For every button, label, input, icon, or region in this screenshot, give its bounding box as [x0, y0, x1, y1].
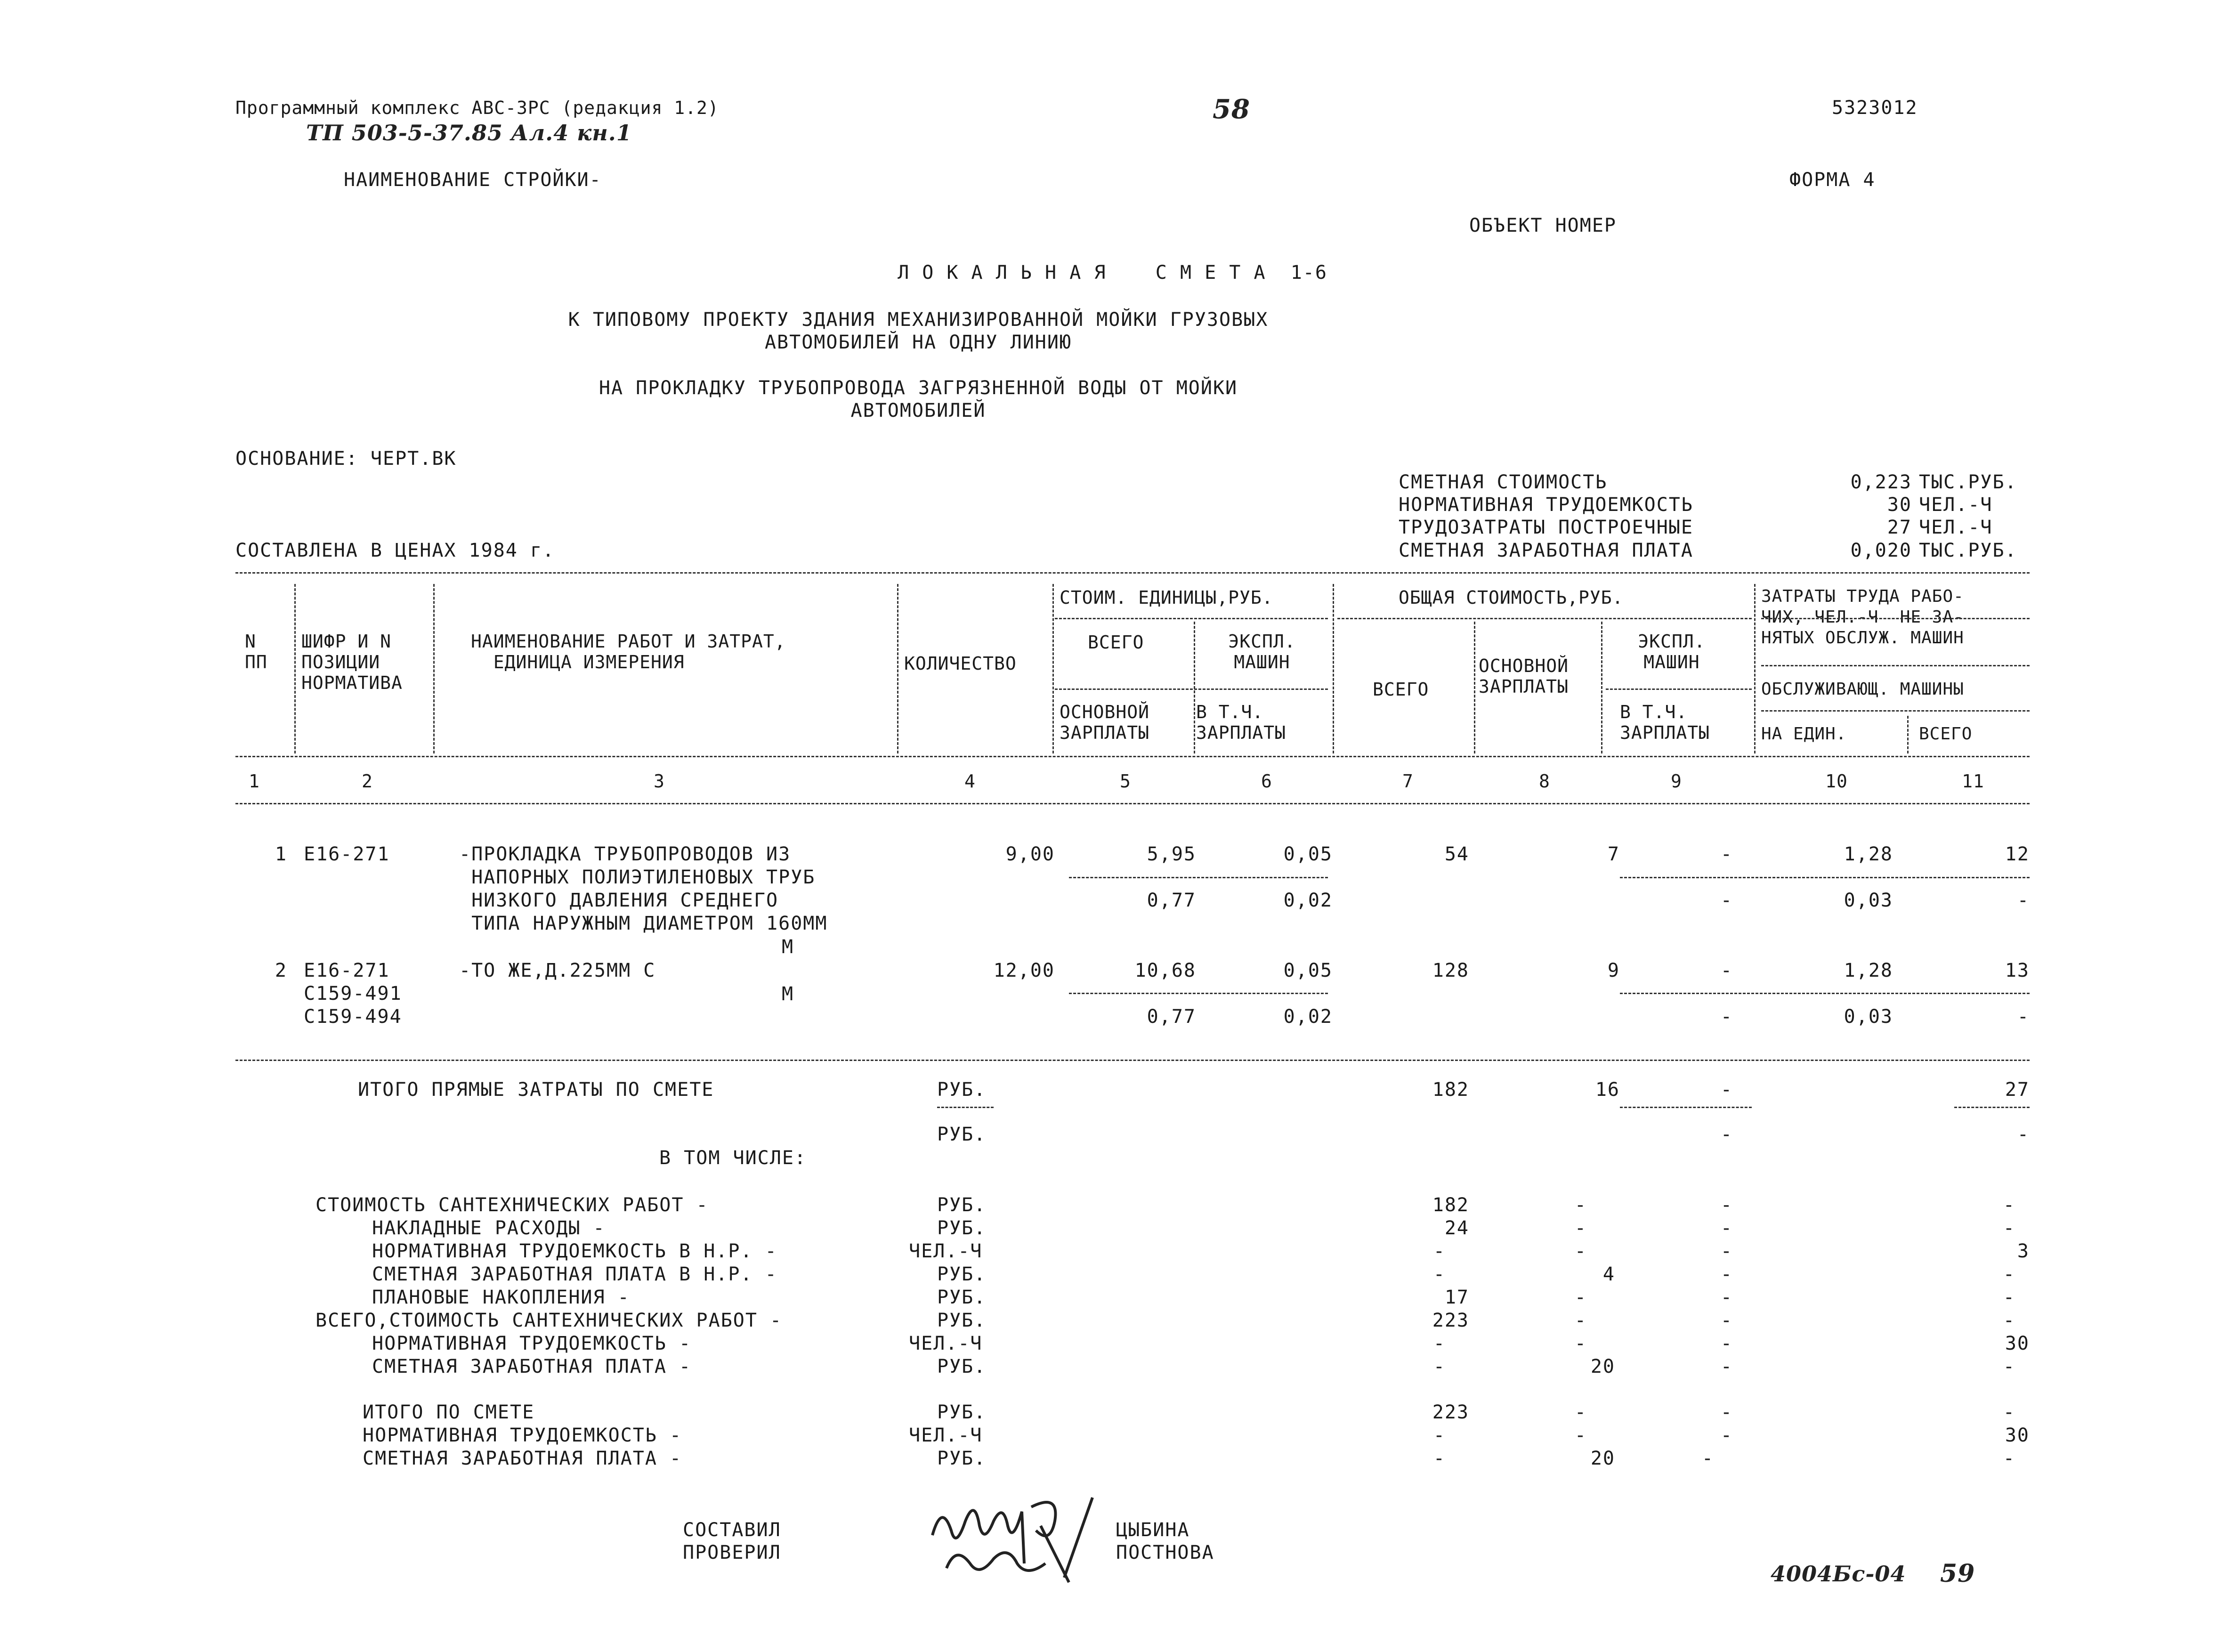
checked-name: ПОСТНОВА [1116, 1542, 1214, 1563]
body-bottom-rule [235, 1060, 2030, 1061]
direct-c11b: - [2017, 1124, 2030, 1145]
final-label: ИТОГО ПО СМЕТЕ [363, 1401, 535, 1423]
final-c8: - [1574, 1425, 1587, 1446]
header-col-4: КОЛИЧЕСТВО [904, 653, 1017, 674]
header-unit-basic-wage: ОСНОВНОЙ ЗАРПЛАТЫ [1060, 702, 1150, 743]
summary-label: СМЕТНАЯ ЗАРАБОТНАЯ ПЛАТА [1399, 540, 1693, 561]
item-c8: 4 [1602, 1263, 1615, 1285]
item-c7: 24 [1444, 1217, 1469, 1239]
row-number: 2 [275, 960, 287, 981]
summary-value: 30 [1887, 494, 1912, 516]
item-c8: - [1574, 1240, 1587, 1262]
archive-stamp: 4004Бс-04 [1771, 1561, 1906, 1587]
row-c6b: 0,02 [1283, 1006, 1333, 1028]
c9-rule [1620, 1107, 1752, 1108]
unit-rule [937, 1107, 994, 1108]
summary-value: 0,020 [1850, 540, 1912, 561]
compiled-label: СОСТАВИЛ [683, 1519, 781, 1541]
basis-label: ОСНОВАНИЕ: ЧЕРТ.ВК [235, 448, 457, 470]
table-top-rule [235, 572, 2030, 574]
header-total-basic-wage: ОСНОВНОЙ ЗАРПЛАТЫ [1479, 656, 1569, 697]
row-qty: 9,00 [1005, 843, 1055, 865]
compiled-name: ЦЫБИНА [1116, 1519, 1190, 1541]
final-label: СМЕТНАЯ ЗАРАБОТНАЯ ПЛАТА - [363, 1448, 682, 1469]
col-separator [433, 584, 435, 753]
row-number: 1 [275, 843, 287, 865]
col-separator [1601, 622, 1602, 753]
item-c9: - [1720, 1287, 1733, 1308]
row-c11: 12 [2005, 843, 2030, 865]
item-c9: - [1720, 1310, 1733, 1331]
row-c8: 9 [1607, 960, 1620, 981]
item-c9: - [1720, 1194, 1733, 1216]
item-c11: - [2003, 1287, 2015, 1308]
item-c7: 223 [1432, 1310, 1469, 1331]
row-c9: - [1720, 960, 1733, 981]
col-separator [1194, 622, 1195, 753]
row-c9b: - [1720, 1006, 1733, 1028]
item-unit: РУБ. [937, 1310, 987, 1331]
item-c7: - [1433, 1356, 1446, 1377]
header-unit-total: ВСЕГО [1088, 632, 1144, 653]
summary-label: НОРМАТИВНАЯ ТРУДОЕМКОСТЬ [1399, 494, 1693, 516]
header-unit-cost: СТОИМ. ЕДИНИЦЫ,РУБ. [1060, 587, 1273, 608]
item-c11: - [2003, 1194, 2015, 1216]
direct-label: ИТОГО ПРЯМЫЕ ЗАТРАТЫ ПО СМЕТЕ [358, 1079, 714, 1101]
direct-unit-2: РУБ. [937, 1124, 987, 1145]
col-number: 1 [249, 771, 260, 792]
item-unit: РУБ. [937, 1287, 987, 1308]
final-label: НОРМАТИВНАЯ ТРУДОЕМКОСТЬ - [363, 1425, 682, 1446]
row-c10b: 0,03 [1844, 1006, 1893, 1028]
item-unit: РУБ. [937, 1194, 987, 1216]
row-c5b: 0,77 [1147, 890, 1196, 911]
item-c7: - [1433, 1263, 1446, 1285]
direct-c9b: - [1720, 1124, 1733, 1145]
col-number: 8 [1539, 771, 1550, 792]
row-code: Е16-271 С159-491 С159-494 [304, 960, 402, 1028]
item-label: СМЕТНАЯ ЗАРАБОТНАЯ ПЛАТА В Н.Р. - [372, 1263, 777, 1285]
including-label: В ТОМ ЧИСЛЕ: [659, 1147, 807, 1169]
item-c11: - [2003, 1310, 2015, 1331]
final-c7: - [1433, 1425, 1446, 1446]
col-separator [294, 584, 296, 753]
header-unit-machines: ЭКСПЛ. МАШИН [1228, 631, 1296, 672]
col-number: 7 [1402, 771, 1414, 792]
item-c8: - [1574, 1287, 1587, 1308]
doc-code: 5323012 [1832, 97, 1918, 119]
final-c9: - [1701, 1448, 1714, 1469]
summary-unit: ЧЕЛ.-Ч [1919, 517, 1993, 538]
final-c8: - [1574, 1401, 1587, 1423]
header-col-1: N ПП [245, 631, 267, 672]
checked-label: ПРОВЕРИЛ [683, 1542, 781, 1563]
c11-rule [1954, 1107, 2030, 1108]
item-unit: РУБ. [937, 1263, 987, 1285]
col-separator [1754, 584, 1756, 753]
item-unit: РУБ. [937, 1356, 987, 1377]
col-separator [1907, 716, 1909, 753]
row-c10: 1,28 [1844, 843, 1893, 865]
header-total-incl-wage: В Т.Ч. ЗАРПЛАТЫ [1620, 702, 1710, 743]
direct-c7: 182 [1432, 1079, 1469, 1101]
row-code: Е16-271 [304, 843, 390, 865]
col-separator [897, 584, 898, 753]
handwritten-signature [923, 1493, 1121, 1587]
item-unit: ЧЕЛ.-Ч [909, 1333, 983, 1354]
header-total-cost: ОБЩАЯ СТОИМОСТЬ,РУБ. [1399, 587, 1624, 608]
final-c7: - [1433, 1448, 1446, 1469]
header-bottom-rule [235, 756, 2030, 757]
title-line-3: НА ПРОКЛАДКУ ТРУБОПРОВОДА ЗАГРЯЗНЕННОЙ ВОДЫ ОТ МОЙКИ [599, 377, 1238, 399]
row-rule [1069, 877, 1328, 878]
summary-value: 0,223 [1850, 471, 1912, 493]
row-c9: - [1720, 843, 1733, 865]
header-rule [1761, 710, 2030, 712]
item-c8: 20 [1590, 1356, 1615, 1377]
page-number: 58 [1213, 94, 1250, 125]
row-c6: 0,05 [1283, 960, 1333, 981]
summary-value: 27 [1887, 517, 1912, 538]
direct-c9: - [1720, 1079, 1733, 1101]
item-c9: - [1720, 1263, 1733, 1285]
header-rule [1761, 618, 2030, 619]
col-number: 10 [1825, 771, 1848, 792]
row-c11b: - [2017, 890, 2030, 911]
row-qty: 12,00 [993, 960, 1055, 981]
item-c7: - [1433, 1333, 1446, 1354]
form-label: ФОРМА 4 [1789, 169, 1876, 191]
item-label: СТОИМОСТЬ САНТЕХНИЧЕСКИХ РАБОТ - [316, 1194, 709, 1216]
col-separator [1474, 622, 1475, 753]
object-label: ОБЪЕКТ НОМЕР [1469, 215, 1617, 236]
row-rule [1620, 993, 2030, 994]
final-unit: РУБ. [937, 1448, 987, 1469]
row-c10: 1,28 [1844, 960, 1893, 981]
col-number: 11 [1962, 771, 1984, 792]
item-unit: ЧЕЛ.-Ч [909, 1240, 983, 1262]
item-c11: 30 [2005, 1333, 2030, 1354]
item-c7: - [1433, 1240, 1446, 1262]
title-line-4: АВТОМОБИЛЕЙ [850, 400, 986, 421]
summary-unit: ТЫС.РУБ. [1919, 471, 2017, 493]
header-labor-total: ВСЕГО [1919, 724, 1973, 744]
numbers-rule [235, 803, 2030, 804]
program-name: Программный комплекс АВС-3РС (редакция 1.2) [235, 97, 719, 118]
final-c9: - [1720, 1401, 1733, 1423]
direct-c8: 16 [1595, 1079, 1620, 1101]
final-c11: - [2003, 1448, 2015, 1469]
header-unit-incl-wage: В Т.Ч. ЗАРПЛАТЫ [1196, 702, 1286, 743]
title-line-1: К ТИПОВОМУ ПРОЕКТУ ЗДАНИЯ МЕХАНИЗИРОВАННОЙ МОЙКИ ГРУЗОВЫХ [568, 309, 1269, 331]
item-c7: 182 [1432, 1194, 1469, 1216]
final-c9: - [1720, 1425, 1733, 1446]
item-c9: - [1720, 1240, 1733, 1262]
row-unit: М [782, 983, 794, 1005]
final-unit: РУБ. [937, 1401, 987, 1423]
row-c6: 0,05 [1283, 843, 1333, 865]
item-c9: - [1720, 1333, 1733, 1354]
header-rule [1761, 665, 2030, 666]
row-c11: 13 [2005, 960, 2030, 981]
direct-unit: РУБ. [937, 1079, 987, 1101]
item-c7: 17 [1444, 1287, 1469, 1308]
header-rule [1606, 688, 1752, 690]
prices-label: СОСТАВЛЕНА В ЦЕНАХ 1984 г. [235, 540, 555, 561]
col-number: 9 [1671, 771, 1682, 792]
item-c8: - [1574, 1333, 1587, 1354]
row-name: -ПРОКЛАДКА ТРУБОПРОВОДОВ ИЗ НАПОРНЫХ ПОЛИЭТИЛЕНОВЫХ ТРУБ НИЗКОГО ДАВЛЕНИЯ СРЕДНЕГО ТИПА НАРУЖНЫМ ДИАМЕТРОМ 160ММ [459, 843, 828, 934]
item-label: ПЛАНОВЫЕ НАКОПЛЕНИЯ - [372, 1287, 630, 1308]
item-c8: - [1574, 1194, 1587, 1216]
row-c6b: 0,02 [1283, 890, 1333, 911]
row-c7: 54 [1444, 843, 1469, 865]
doc-ref-handwritten: ТП 503-5-37.85 Ал.4 кн.1 [306, 120, 632, 146]
header-col-2: ШИФР И N ПОЗИЦИИ НОРМАТИВА [301, 631, 403, 693]
direct-c11: 27 [2005, 1079, 2030, 1101]
item-c11: - [2003, 1217, 2015, 1239]
estimate-title: Л О К А Л Ь Н А Я С М Е Т А 1-6 [898, 262, 1327, 283]
final-c8: 20 [1590, 1448, 1615, 1469]
row-rule [1069, 993, 1328, 994]
header-rule [1055, 618, 1328, 619]
summary-label: СМЕТНАЯ СТОИМОСТЬ [1399, 471, 1608, 493]
final-c11: - [2003, 1401, 2015, 1423]
row-c5: 10,68 [1134, 960, 1196, 981]
item-c8: - [1574, 1310, 1587, 1331]
summary-unit: ТЫС.РУБ. [1919, 540, 2017, 561]
col-number: 2 [362, 771, 373, 792]
header-labor: ЗАТРАТЫ ТРУДА РАБО- ЧИХ, ЧЕЛ.-Ч НЕ ЗА- НЯТЫХ ОБСЛУЖ. МАШИН [1761, 587, 1964, 648]
row-c7: 128 [1432, 960, 1469, 981]
item-label: НОРМАТИВНАЯ ТРУДОЕМКОСТЬ В Н.Р. - [372, 1240, 777, 1262]
row-c5b: 0,77 [1147, 1006, 1196, 1028]
final-unit: ЧЕЛ.-Ч [909, 1425, 983, 1446]
col-number: 6 [1261, 771, 1272, 792]
row-c9b: - [1720, 890, 1733, 911]
row-c8: 7 [1607, 843, 1620, 865]
col-separator [1333, 584, 1334, 753]
item-unit: РУБ. [937, 1217, 987, 1239]
item-label: НАКЛАДНЫЕ РАСХОДЫ - [372, 1217, 606, 1239]
col-number: 4 [964, 771, 976, 792]
item-c8: - [1574, 1217, 1587, 1239]
summary-label: ТРУДОЗАТРАТЫ ПОСТРОЕЧНЫЕ [1399, 517, 1693, 538]
row-unit: М [782, 936, 794, 958]
final-c11: 30 [2005, 1425, 2030, 1446]
row-rule [1620, 877, 2030, 878]
header-rule [1055, 688, 1328, 690]
item-label: НОРМАТИВНАЯ ТРУДОЕМКОСТЬ - [372, 1333, 692, 1354]
col-number: 5 [1120, 771, 1131, 792]
item-label: ВСЕГО,СТОИМОСТЬ САНТЕХНИЧЕСКИХ РАБОТ - [316, 1310, 783, 1331]
header-rule [1337, 618, 1752, 619]
item-c11: - [2003, 1263, 2015, 1285]
item-c11: 3 [2017, 1240, 2030, 1262]
row-c5: 5,95 [1147, 843, 1196, 865]
header-labor-service: ОБСЛУЖИВАЮЩ. МАШИНЫ [1761, 680, 1964, 699]
row-c11b: - [2017, 1006, 2030, 1028]
col-number: 3 [654, 771, 665, 792]
item-c11: - [2003, 1356, 2015, 1377]
header-labor-per-unit: НА ЕДИН. [1761, 724, 1847, 744]
row-name: -ТО ЖЕ,Д.225ММ С [459, 960, 656, 981]
item-label: СМЕТНАЯ ЗАРАБОТНАЯ ПЛАТА - [372, 1356, 692, 1377]
item-c9: - [1720, 1356, 1733, 1377]
footer-page-number: 59 [1940, 1559, 1975, 1588]
title-line-2: АВТОМОБИЛЕЙ НА ОДНУ ЛИНИЮ [764, 332, 1072, 353]
final-c7: 223 [1432, 1401, 1469, 1423]
summary-unit: ЧЕЛ.-Ч [1919, 494, 1993, 516]
construction-label: НАИМЕНОВАНИЕ СТРОЙКИ- [344, 169, 602, 191]
header-total-all: ВСЕГО [1373, 679, 1429, 700]
item-c9: - [1720, 1217, 1733, 1239]
col-separator [1052, 584, 1054, 753]
header-col-3: НАИМЕНОВАНИЕ РАБОТ И ЗАТРАТ, ЕДИНИЦА ИЗМЕРЕНИЯ [471, 631, 786, 672]
header-total-machines: ЭКСПЛ. МАШИН [1638, 631, 1706, 672]
row-c10b: 0,03 [1844, 890, 1893, 911]
